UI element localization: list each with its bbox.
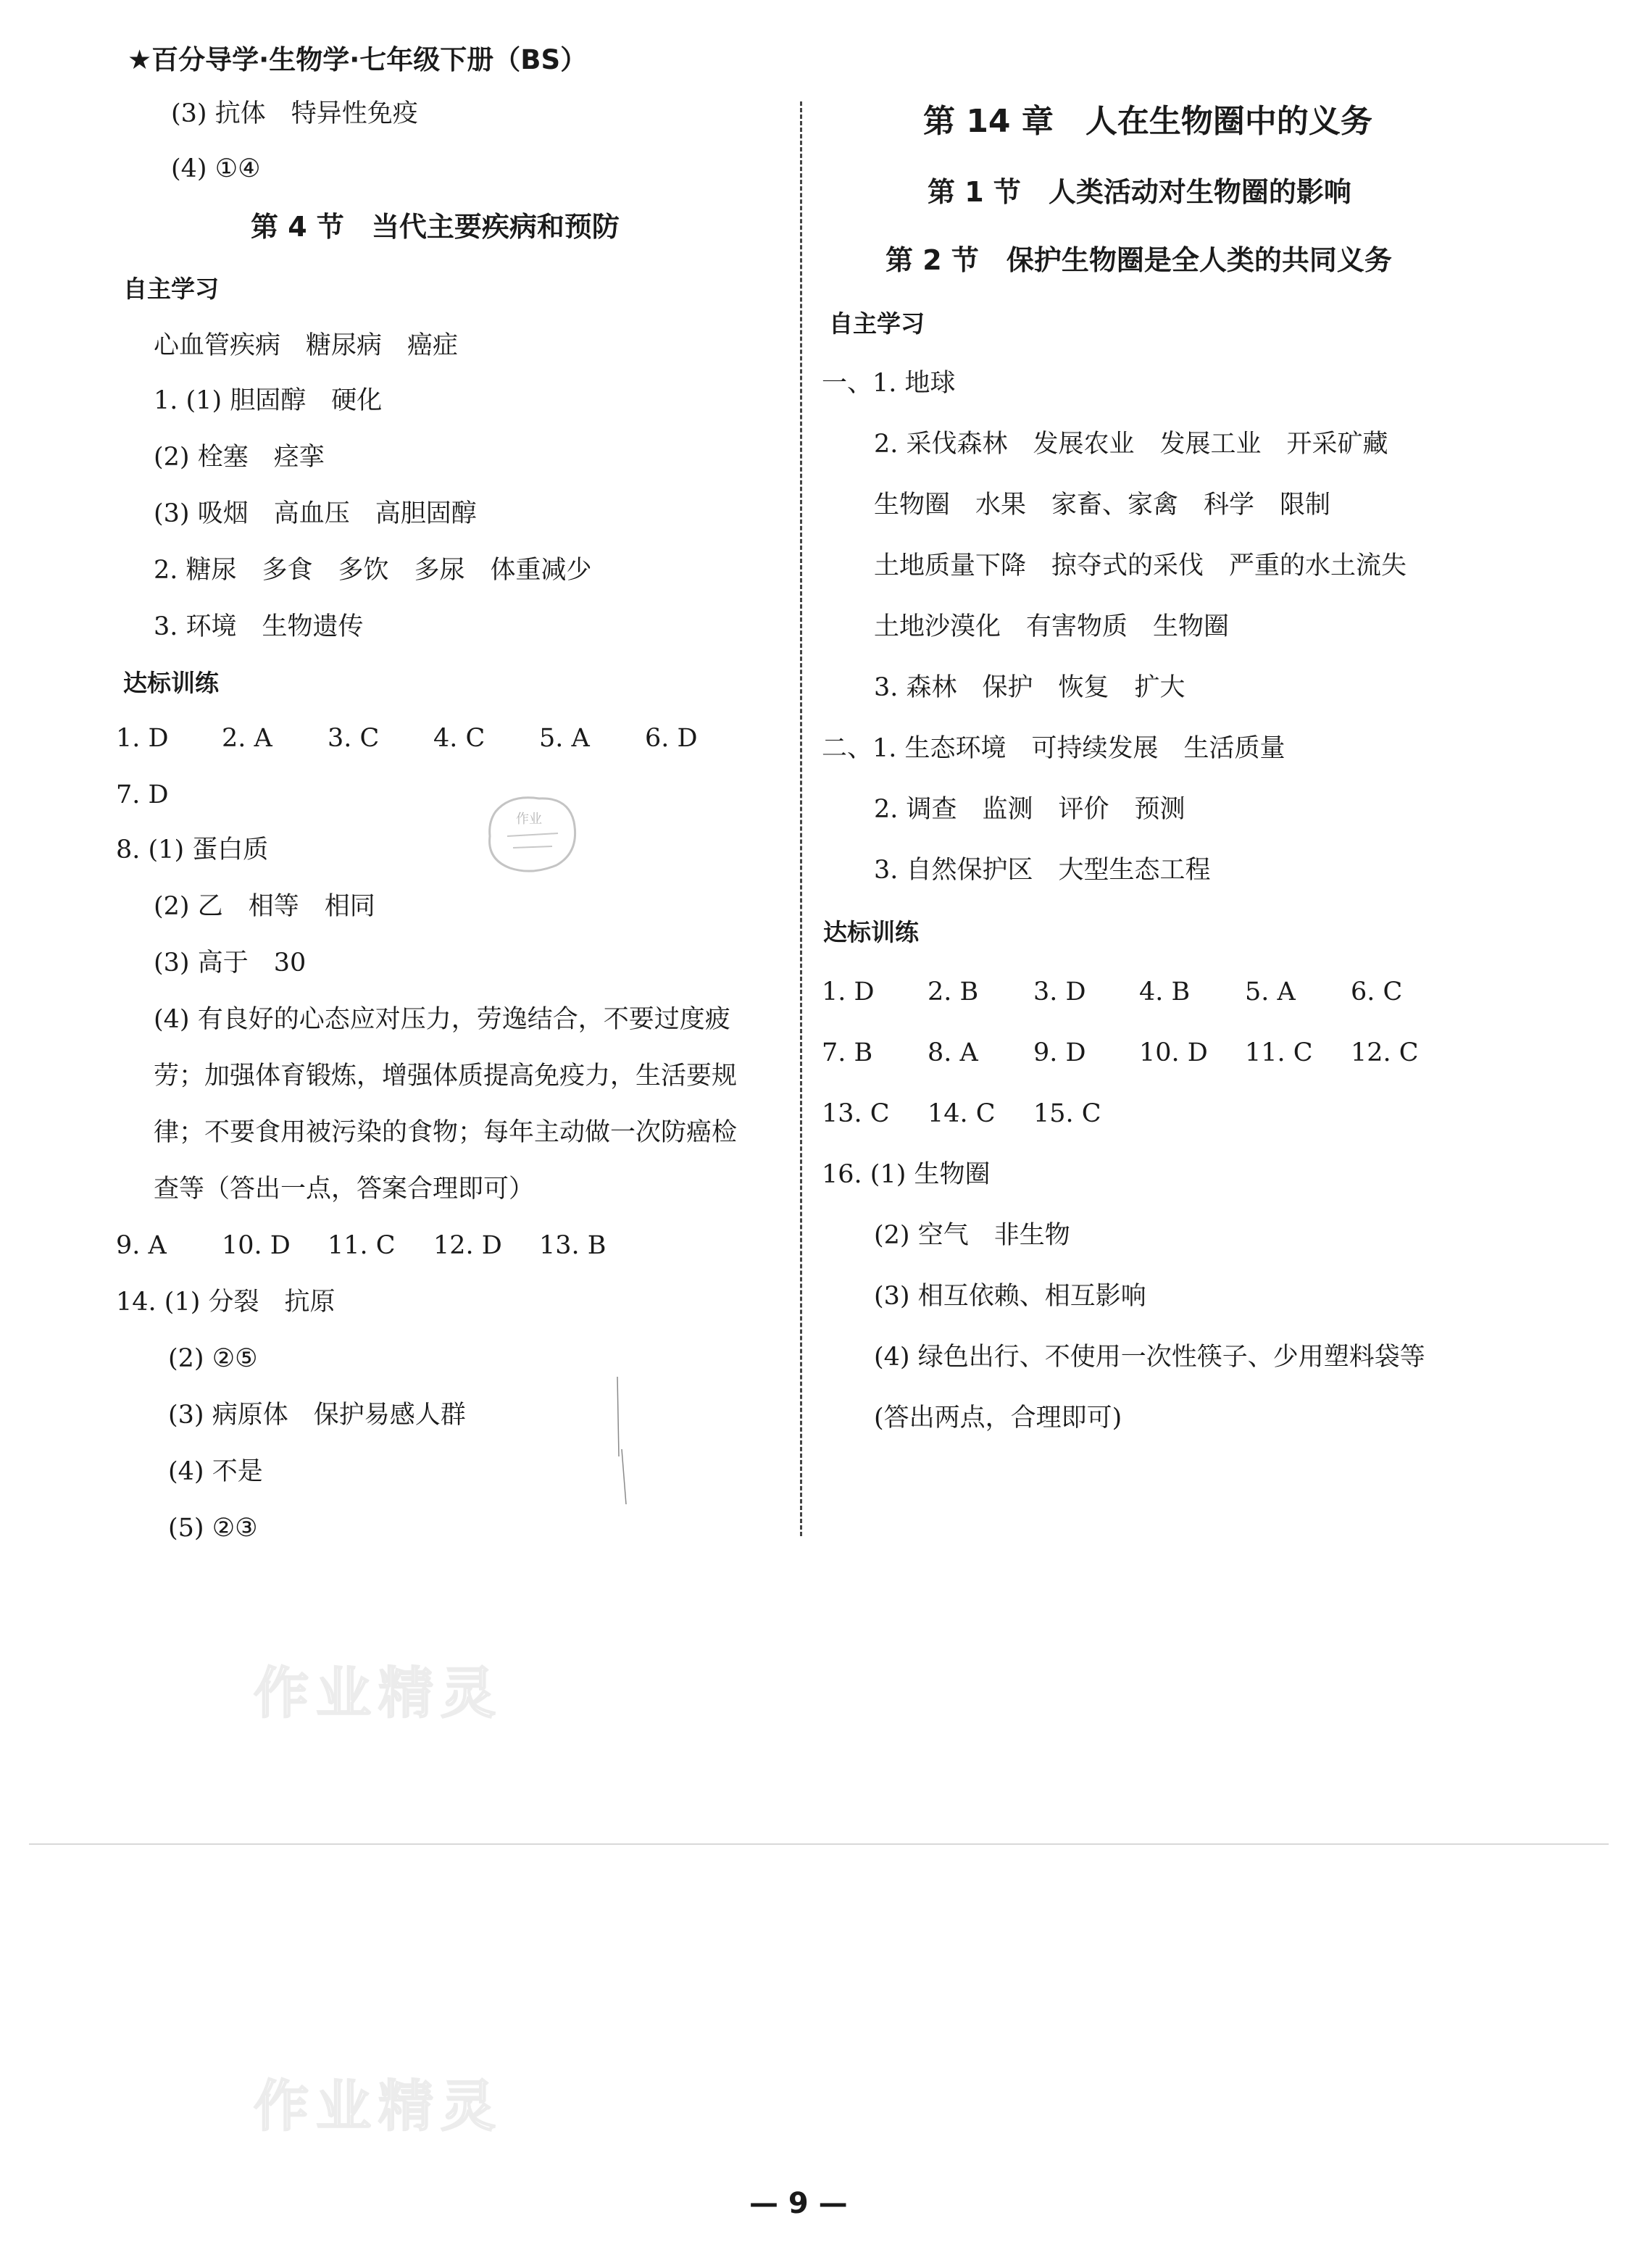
training-heading: 达标训练 <box>123 669 219 697</box>
answer-line: 3. 自然保护区 大型生态工程 <box>874 856 1211 885</box>
answer-cell: 4. C <box>433 724 485 753</box>
answer-cell: 5. A <box>1245 977 1296 1006</box>
training-heading: 达标训练 <box>823 918 919 946</box>
self-study-heading: 自主学习 <box>829 309 925 338</box>
answer-line: 8. (1) 蛋白质 <box>116 835 269 864</box>
answer-line: (3) 抗体 特异性免疫 <box>171 99 418 128</box>
answer-line: 3. 环境 生物遗传 <box>154 612 364 641</box>
answer-line: 14. (1) 分裂 抗原 <box>116 1288 336 1317</box>
answer-line: 1. (1) 胆固醇 硬化 <box>154 386 383 415</box>
section-title: 第 2 节 保护生物圈是全人类的共同义务 <box>885 244 1392 276</box>
answer-cell: 11. C <box>1245 1038 1313 1067</box>
answer-line: 7. D <box>116 780 169 809</box>
answer-line: (3) 相互依赖、相互影响 <box>874 1282 1146 1311</box>
stamp-text: 作业 <box>516 812 542 827</box>
watermark-text: 作业精灵 <box>254 2074 503 2138</box>
answer-line: (3) 吸烟 高血压 高胆固醇 <box>154 499 477 528</box>
column-divider <box>800 101 802 1536</box>
answer-line: 3. 森林 保护 恢复 扩大 <box>874 673 1185 702</box>
answer-cell: 12. C <box>1351 1038 1419 1067</box>
answer-row <box>822 977 1456 1006</box>
watermark-text: 作业精灵 <box>254 1661 503 1725</box>
answer-line: 律；不要食用被污染的食物；每年主动做一次防癌检 <box>154 1118 738 1147</box>
answer-line: (2) 空气 非生物 <box>874 1221 1070 1250</box>
chapter-title: 第 14 章 人在生物圈中的义务 <box>923 103 1372 140</box>
answer-line: 生物圈 水果 家畜、家禽 科学 限制 <box>874 491 1331 520</box>
answer-line: 2. 采伐森林 发展农业 发展工业 开采矿藏 <box>874 430 1388 459</box>
answer-cell: 7. B <box>822 1038 873 1067</box>
answer-line: 查等（答出一点，答案合理即可） <box>154 1175 535 1204</box>
answer-cell: 5. A <box>539 724 590 753</box>
pen-mark-icon <box>614 1377 629 1507</box>
answer-row <box>822 1038 1456 1067</box>
page-header: ★百分导学·生物学·七年级下册（BS） <box>128 44 588 75</box>
answer-line: 劳；加强体育锻炼，增强体质提高免疫力，生活要规 <box>154 1062 738 1091</box>
answer-cell: 1. D <box>116 724 169 753</box>
answer-line: (4) 绿色出行、不使用一次性筷子、少用塑料袋等 <box>874 1343 1425 1372</box>
page-rule <box>29 1843 1609 1845</box>
answer-line: (3) 高于 30 <box>154 949 307 977</box>
answer-cell: 9. D <box>1033 1038 1086 1067</box>
answer-line: 一、1. 地球 <box>822 369 956 398</box>
answer-line: 二、1. 生态环境 可持续发展 生活质量 <box>822 734 1285 763</box>
answer-line: (4) ①④ <box>171 154 261 183</box>
answer-line: (2) ②⑤ <box>168 1344 258 1373</box>
page-number: — 9 — <box>749 2187 848 2220</box>
answer-line: 2. 糖尿 多食 多饮 多尿 体重减少 <box>154 556 592 585</box>
answer-cell: 6. D <box>645 724 698 753</box>
answer-line: (2) 乙 相等 相同 <box>154 892 375 921</box>
answer-cell: 14. C <box>928 1099 996 1128</box>
answer-line: (3) 病原体 保护易感人群 <box>168 1401 466 1430</box>
answer-cell: 1. D <box>822 977 875 1006</box>
answer-line: 心血管疾病 糖尿病 癌症 <box>154 331 459 360</box>
section-title: 第 1 节 人类活动对生物圈的影响 <box>928 176 1351 208</box>
answer-row <box>116 1233 645 1259</box>
answer-cell: 2. B <box>928 977 979 1006</box>
answer-line: 2. 调查 监测 评价 预测 <box>874 795 1185 824</box>
answer-cell: 10. D <box>222 1231 291 1260</box>
answer-cell: 15. C <box>1033 1099 1101 1128</box>
answer-line: 16. (1) 生物圈 <box>822 1160 991 1189</box>
watermark-stamp-icon <box>481 790 583 877</box>
answer-line: (5) ②③ <box>168 1514 258 1543</box>
answer-row <box>116 726 751 751</box>
answer-cell: 13. C <box>822 1099 890 1128</box>
answer-line: (4) 有良好的心态应对压力，劳逸结合，不要过度疲 <box>154 1005 730 1034</box>
answer-line: (4) 不是 <box>168 1457 263 1486</box>
answer-cell: 2. A <box>222 724 272 753</box>
answer-line: (2) 栓塞 痉挛 <box>154 443 325 472</box>
self-study-heading: 自主学习 <box>123 275 219 303</box>
answer-cell: 13. B <box>539 1231 607 1260</box>
answer-line: (答出两点，合理即可) <box>874 1404 1122 1433</box>
answer-cell: 11. C <box>328 1231 396 1260</box>
answer-cell: 3. C <box>328 724 380 753</box>
answer-cell: 9. A <box>116 1231 167 1260</box>
answer-cell: 12. D <box>433 1231 502 1260</box>
answer-cell: 4. B <box>1139 977 1191 1006</box>
answer-cell: 6. C <box>1351 977 1403 1006</box>
section-title: 第 4 节 当代主要疾病和预防 <box>251 211 620 243</box>
answer-line: 土地沙漠化 有害物质 生物圈 <box>874 612 1230 641</box>
answer-cell: 10. D <box>1139 1038 1208 1067</box>
answer-row <box>822 1101 1139 1127</box>
answer-line: 土地质量下降 掠夺式的采伐 严重的水土流失 <box>874 551 1407 580</box>
answer-cell: 8. A <box>928 1038 978 1067</box>
answer-cell: 3. D <box>1033 977 1086 1006</box>
